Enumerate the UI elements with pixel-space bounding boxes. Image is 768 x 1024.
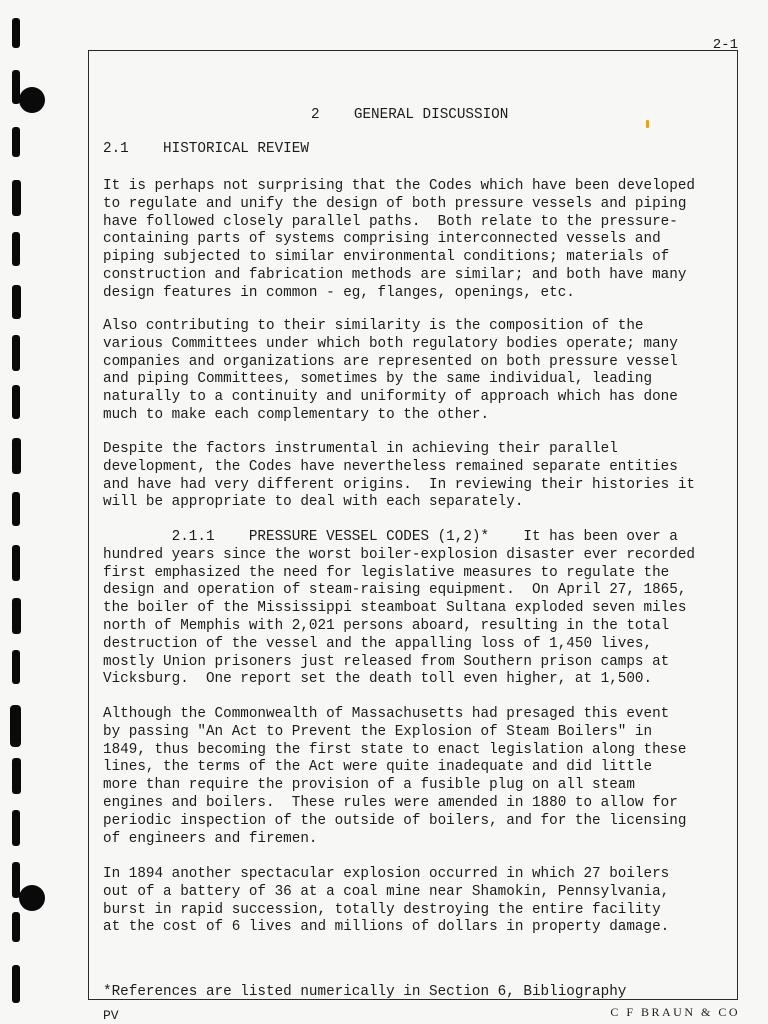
binding-marks [0,0,60,1024]
paragraph-3: Despite the factors instrumental in achieving their parallel development, the Codes have nevertheless remained separate entities and have had very different origins. In reviewing their histories it will be appropriate to deal with each separately. [103,441,695,511]
footer-left-code: PV [103,1008,119,1023]
paragraph-1: It is perhaps not surprising that the Codes which have been developed to regulate and unify the design of both pressure vessels and piping have followed closely parallel paths. Both relate to the pressure- containing parts of systems comprising interconnected vessels and piping subjected to similar environmental conditions; materials of construction and fabrication methods are similar; and both have many design features in common - eg, flanges, openings, etc. [103,178,695,301]
footer-company: C F BRAUN & CO [610,1005,740,1019]
paragraph-2: Also contributing to their similarity is the composition of the various Committees under which both regulatory bodies operate; many companies and organizations are represented on both pressure vessel and piping Committees, sometimes by the same individual, leading naturally to a continuity and uniformity of approach which has done much to make each complementary to the other. [103,318,678,423]
subsection-heading: 2.1 HISTORICAL REVIEW [103,141,309,157]
stray-mark [646,120,649,128]
paragraph-6: In 1894 another spectacular explosion occurred in which 27 boilers out of a battery of 36 at a coal mine near Shamokin, Pennsylvania, burst in rapid succession, totally destroying the entire facility at the cost of 6 lives and millions of dollars in property damage. [103,866,670,936]
paragraph-pressure-vessel-codes: 2.1.1 PRESSURE VESSEL CODES (1,2)* It has been over a hundred years since the worst boiler-explosion disaster ever recorded first emphasized the need for legislative measures to regulate the design and operation of steam-raising equipment. On April 27, 1865, the boiler of the Mississippi steamboat Sultana exploded seven miles north of Memphis with 2,021 persons aboard, resulting in the total destruction of the vessel and the appalling loss of 1,450 lives, mostly Union prisoners just released from Southern prison camps at Vicksburg. One report set the death toll even higher, at 1,500. [103,529,695,688]
paragraph-5: Although the Commonwealth of Massachusetts had presaged this event by passing "An Act to Prevent the Explosion of Steam Boilers" in 1849, thus becoming the first state to enact legislation along these lines, the terms of the Act were quite inadequate and did little more than require the provision of a fusible plug on all steam engines and boilers. These rules were amended in 1880 to allow for periodic inspection of the outside of boilers, and for the licensing of engineers and firemen. [103,706,687,847]
footnote: *References are listed numerically in Section 6, Bibliography [103,984,627,1000]
section-heading: 2 GENERAL DISCUSSION [311,107,509,123]
page-number: 2-1 [712,37,738,53]
